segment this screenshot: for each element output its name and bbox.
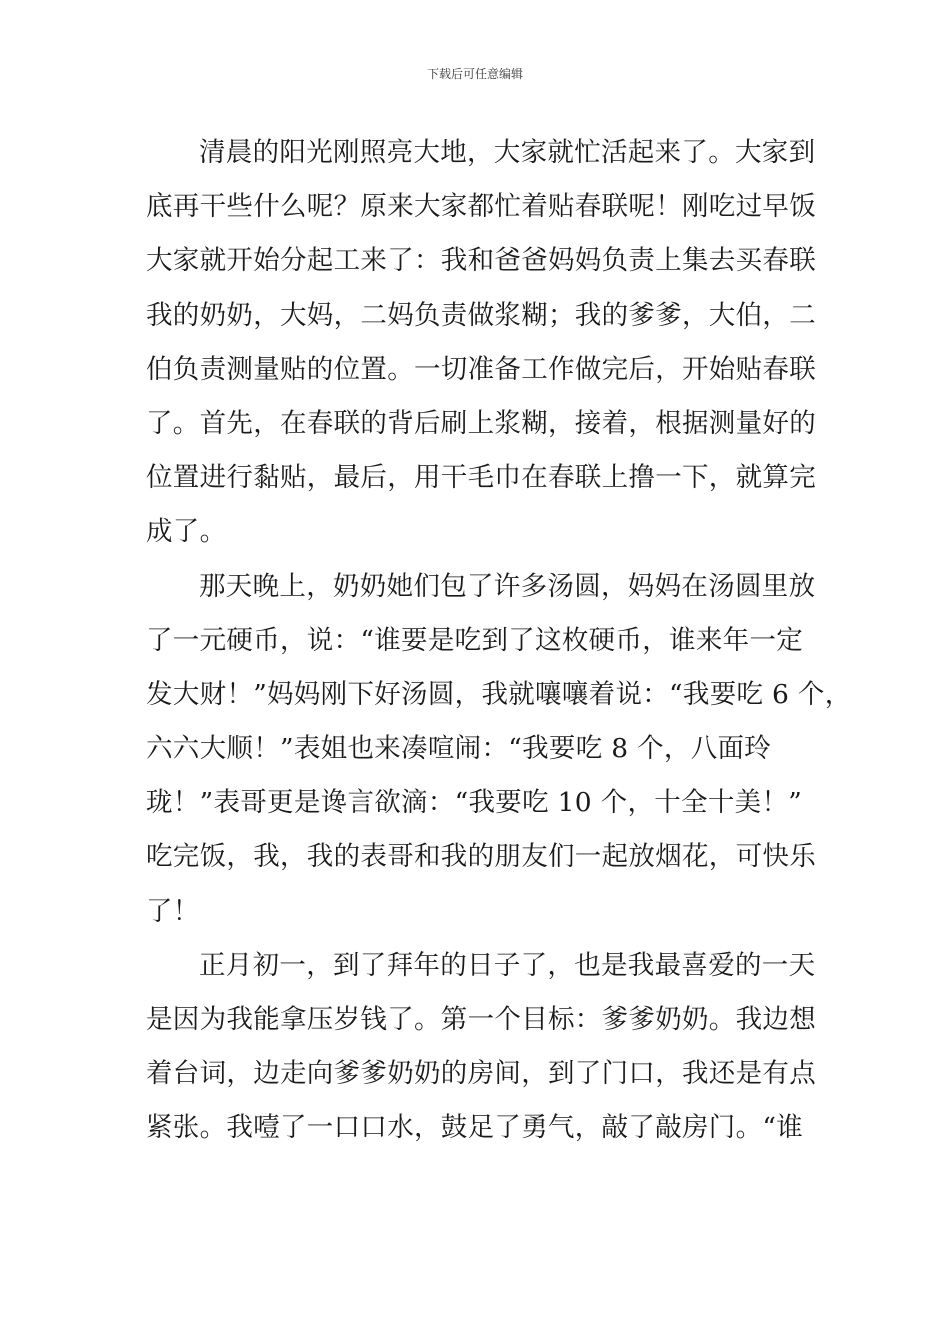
text-line: 了。首先，在春联的背后刷上浆糊，接着，根据测量好的 (146, 407, 816, 439)
text-line: 底再干些什么呢？原来大家都忙着贴春联呢！刚吃过早饭 (146, 191, 816, 223)
text-line: 了一元硬币，说：“谁要是吃到了这枚硬币，谁来年一定 (146, 624, 804, 656)
text-line: 了！ (146, 895, 200, 927)
text-line: 吃完饭，我，我的表哥和我的朋友们一起放烟花，可快乐 (146, 841, 816, 873)
paragraph (146, 939, 818, 1156)
text-line: 那天晚上，奶奶她们包了许多汤圆，妈妈在汤圆里放 (199, 570, 816, 602)
text-line: 珑！”表哥更是谗言欲滴：“我要吃 10 个，十全十美！” (146, 787, 803, 819)
text-line: 着台词，边走向爹爹奶奶的房间，到了门口，我还是有点 (146, 1058, 816, 1090)
paragraph (146, 126, 818, 560)
text-line: 紧张。我噎了一口口水，鼓足了勇气，敲了敲房门。“谁 (146, 1112, 804, 1144)
document-body (146, 126, 852, 1156)
text-line: 清晨的阳光刚照亮大地，大家就忙活起来了。大家到 (199, 137, 816, 168)
page-header: 下载后可任意编辑 (426, 67, 523, 81)
text-line: 是因为我能拿压岁钱了。第一个目标：爹爹奶奶。我边想 (146, 1004, 816, 1035)
paragraph (146, 560, 852, 939)
text-line: 发大财！”妈妈刚下好汤圆，我就嚷嚷着说：“我要吃 6 个， (146, 678, 852, 710)
text-line: 位置进行黏贴，最后，用干毛巾在春联上撸一下，就算完 (146, 462, 816, 494)
text-line: 成了。 (146, 516, 227, 548)
text-line: 正月初一，到了拜年的日子了，也是我最喜爱的一天 (199, 949, 816, 981)
text-line: 我的奶奶，大妈，二妈负责做浆糊；我的爹爹，大伯，二 (146, 299, 816, 331)
text-line: 大家就开始分起工来了：我和爸爸妈妈负责上集去买春联 (146, 245, 816, 277)
text-line: 六六大顺！”表姐也来凑喧闹：“我要吃 8 个，八面玲 (146, 733, 772, 765)
text-line: 伯负责测量贴的位置。一切准备工作做完后，开始贴春联 (146, 353, 816, 385)
